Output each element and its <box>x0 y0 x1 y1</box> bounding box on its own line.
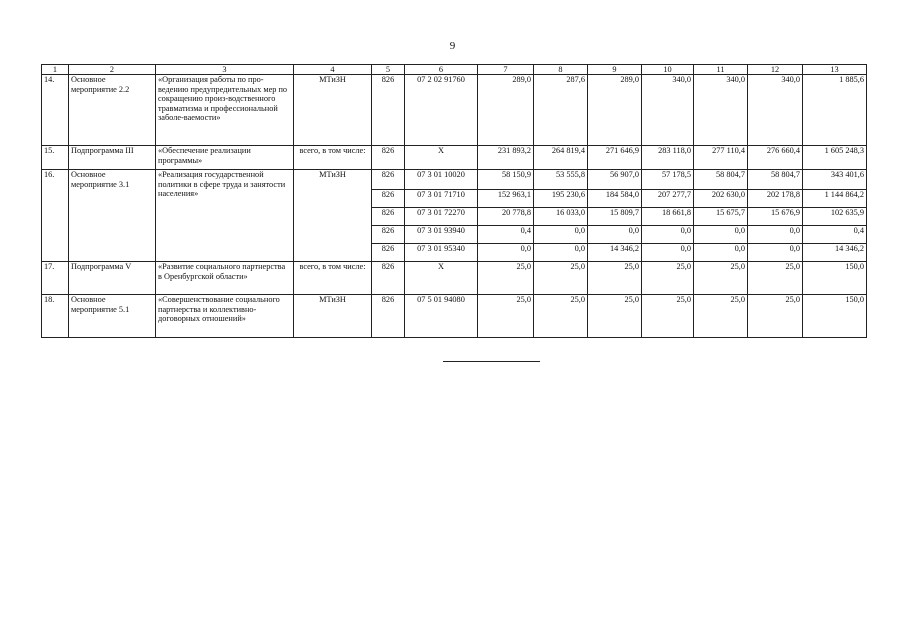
value-cell: 57 178,5 <box>642 170 694 190</box>
column-header: 8 <box>534 65 588 75</box>
value-cell: 207 277,7 <box>642 190 694 208</box>
budget-code: X <box>405 146 478 170</box>
value-total: 150,0 <box>803 262 867 295</box>
program-name: Подпрограмма V <box>69 262 156 295</box>
value-cell: 202 178,8 <box>748 190 803 208</box>
grbs-code: 826 <box>372 75 405 146</box>
grbs-code: 826 <box>372 262 405 295</box>
row-number: 14. <box>42 75 69 146</box>
value-cell: 15 676,9 <box>748 208 803 226</box>
budget-code: 07 3 01 93940 <box>405 226 478 244</box>
column-header: 1 <box>42 65 69 75</box>
budget-code: 07 3 01 72270 <box>405 208 478 226</box>
value-cell: 56 907,0 <box>588 170 642 190</box>
grbs-code: 826 <box>372 208 405 226</box>
program-description: «Реализация государственной политики в сфере труда и занятости населения» <box>156 170 294 262</box>
value-cell: 58 150,9 <box>478 170 534 190</box>
budget-code: 07 3 01 10020 <box>405 170 478 190</box>
table-row <box>42 75 867 146</box>
column-number-row <box>42 65 867 75</box>
budget-code: 07 2 02 91760 <box>405 75 478 146</box>
column-header: 9 <box>588 65 642 75</box>
executor: всего, в том числе: <box>294 146 372 170</box>
value-cell: 0,0 <box>694 226 748 244</box>
value-cell: 14 346,2 <box>588 244 642 262</box>
grbs-code: 826 <box>372 170 405 190</box>
value-cell: 0,0 <box>534 226 588 244</box>
grbs-code: 826 <box>372 190 405 208</box>
budget-code: 07 3 01 95340 <box>405 244 478 262</box>
value-cell: 25,0 <box>748 295 803 338</box>
value-cell: 202 630,0 <box>694 190 748 208</box>
program-description: «Обеспечение реализации программы» <box>156 146 294 170</box>
value-cell: 25,0 <box>642 295 694 338</box>
value-cell: 25,0 <box>748 262 803 295</box>
value-total: 150,0 <box>803 295 867 338</box>
value-cell: 25,0 <box>694 262 748 295</box>
column-header: 12 <box>748 65 803 75</box>
value-total: 1 605 248,3 <box>803 146 867 170</box>
executor: МТиЗН <box>294 295 372 338</box>
value-total: 0,4 <box>803 226 867 244</box>
value-cell: 277 110,4 <box>694 146 748 170</box>
row-number: 16. <box>42 170 69 262</box>
budget-code: 07 3 01 71710 <box>405 190 478 208</box>
column-header: 3 <box>156 65 294 75</box>
value-cell: 25,0 <box>588 295 642 338</box>
value-cell: 195 230,6 <box>534 190 588 208</box>
value-total: 343 401,6 <box>803 170 867 190</box>
budget-code: 07 5 01 94080 <box>405 295 478 338</box>
column-header: 2 <box>69 65 156 75</box>
column-header: 11 <box>694 65 748 75</box>
value-cell: 25,0 <box>534 262 588 295</box>
table-row <box>42 262 867 295</box>
value-total: 1 885,6 <box>803 75 867 146</box>
program-name: Основное мероприятие 3.1 <box>69 170 156 262</box>
executor: всего, в том числе: <box>294 262 372 295</box>
value-cell: 184 584,0 <box>588 190 642 208</box>
column-header: 5 <box>372 65 405 75</box>
value-cell: 264 819,4 <box>534 146 588 170</box>
value-cell: 53 555,8 <box>534 170 588 190</box>
value-cell: 25,0 <box>478 295 534 338</box>
value-cell: 20 778,8 <box>478 208 534 226</box>
value-total: 14 346,2 <box>803 244 867 262</box>
column-header: 13 <box>803 65 867 75</box>
value-cell: 25,0 <box>694 295 748 338</box>
grbs-code: 826 <box>372 244 405 262</box>
value-cell: 0,0 <box>642 226 694 244</box>
program-name: Основное мероприятие 5.1 <box>69 295 156 338</box>
executor: МТиЗН <box>294 170 372 262</box>
value-cell: 289,0 <box>478 75 534 146</box>
program-description: «Совершенствование социального партнерства и коллективно-договорных отношений» <box>156 295 294 338</box>
value-cell: 231 893,2 <box>478 146 534 170</box>
end-divider <box>443 361 540 362</box>
value-cell: 58 804,7 <box>694 170 748 190</box>
grbs-code: 826 <box>372 146 405 170</box>
table-row <box>42 146 867 170</box>
value-cell: 271 646,9 <box>588 146 642 170</box>
value-cell: 0,0 <box>748 244 803 262</box>
value-cell: 0,0 <box>534 244 588 262</box>
value-cell: 0,0 <box>478 244 534 262</box>
value-cell: 152 963,1 <box>478 190 534 208</box>
value-cell: 58 804,7 <box>748 170 803 190</box>
table-row <box>42 295 867 338</box>
row-number: 15. <box>42 146 69 170</box>
value-cell: 276 660,4 <box>748 146 803 170</box>
value-cell: 289,0 <box>588 75 642 146</box>
row-number: 18. <box>42 295 69 338</box>
value-cell: 25,0 <box>642 262 694 295</box>
value-cell: 25,0 <box>534 295 588 338</box>
program-name: Основное мероприятие 2.2 <box>69 75 156 146</box>
budget-table <box>41 64 867 338</box>
column-header: 4 <box>294 65 372 75</box>
value-cell: 287,6 <box>534 75 588 146</box>
value-total: 102 635,9 <box>803 208 867 226</box>
program-name: Подпрограмма III <box>69 146 156 170</box>
page-number: 9 <box>449 40 456 52</box>
column-header: 7 <box>478 65 534 75</box>
value-cell: 16 033,0 <box>534 208 588 226</box>
grbs-code: 826 <box>372 226 405 244</box>
value-cell: 340,0 <box>642 75 694 146</box>
value-cell: 15 675,7 <box>694 208 748 226</box>
value-cell: 0,0 <box>748 226 803 244</box>
value-cell: 0,0 <box>642 244 694 262</box>
value-cell: 25,0 <box>588 262 642 295</box>
row-number: 17. <box>42 262 69 295</box>
value-total: 1 144 864,2 <box>803 190 867 208</box>
program-description: «Развитие социального партнерства в Оренбургской области» <box>156 262 294 295</box>
value-cell: 15 809,7 <box>588 208 642 226</box>
budget-code: X <box>405 262 478 295</box>
table-row <box>42 170 867 190</box>
grbs-code: 826 <box>372 295 405 338</box>
value-cell: 0,0 <box>694 244 748 262</box>
value-cell: 0,0 <box>588 226 642 244</box>
column-header: 6 <box>405 65 478 75</box>
column-header: 10 <box>642 65 694 75</box>
value-cell: 283 118,0 <box>642 146 694 170</box>
program-description: «Организация работы по про-ведению предупредительных мер по сокращению произ-водственного травматизма и профессиональной заболе-ваемости» <box>156 75 294 146</box>
value-cell: 18 661,8 <box>642 208 694 226</box>
value-cell: 25,0 <box>478 262 534 295</box>
value-cell: 340,0 <box>748 75 803 146</box>
value-cell: 0,4 <box>478 226 534 244</box>
executor: МТиЗН <box>294 75 372 146</box>
value-cell: 340,0 <box>694 75 748 146</box>
